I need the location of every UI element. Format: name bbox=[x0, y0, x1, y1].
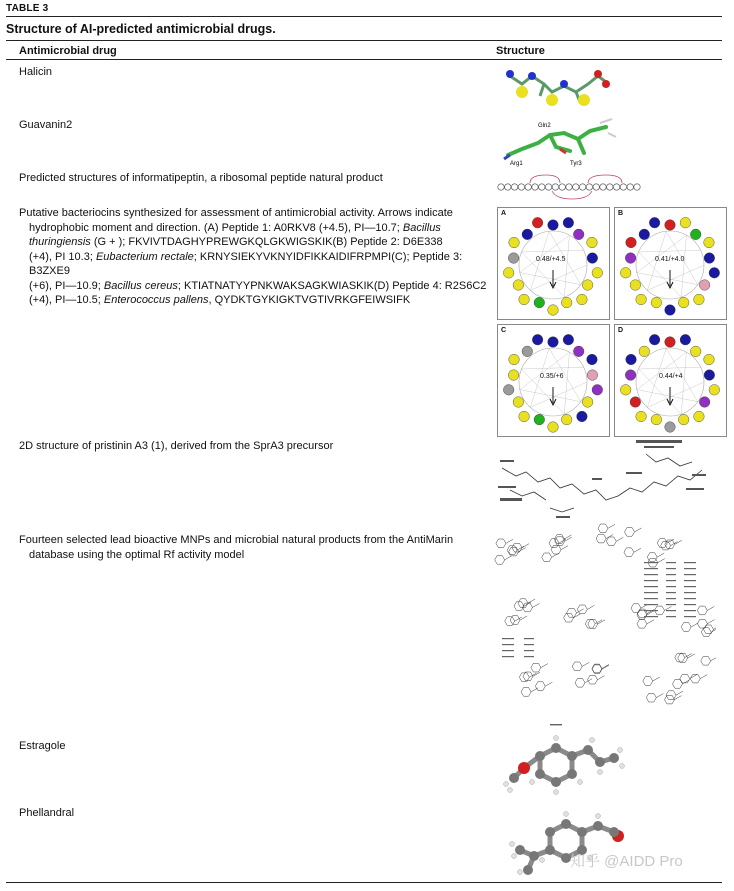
residue-bead bbox=[573, 184, 579, 190]
residue-circle bbox=[625, 370, 636, 381]
residue-circle bbox=[630, 280, 641, 291]
residue-circle bbox=[534, 414, 545, 425]
residue-bead bbox=[607, 184, 613, 190]
bottom-rule bbox=[6, 882, 722, 883]
guavanin-label-gln2: Gln2 bbox=[538, 123, 551, 129]
residue-circle bbox=[625, 253, 636, 264]
residue-bead bbox=[593, 184, 599, 190]
residue-circle bbox=[532, 334, 543, 345]
residue-circle bbox=[678, 297, 689, 308]
antimarin-line-2: database using the optimal Rf activity model bbox=[29, 548, 245, 561]
helical-wheel-panel-a bbox=[497, 207, 610, 320]
pristinin-a3-structure-image bbox=[496, 438, 716, 522]
residue-circle bbox=[709, 268, 720, 279]
drug-name-guavanin2: Guavanin2 bbox=[19, 119, 73, 131]
residue-circle bbox=[548, 220, 559, 231]
hydrophobic-moment-value: 0.41/+4.0 bbox=[655, 256, 685, 263]
residue-circle bbox=[649, 217, 660, 228]
helical-wheel-panel-c bbox=[497, 324, 610, 437]
residue-circle bbox=[508, 253, 519, 264]
residue-bead bbox=[552, 184, 558, 190]
helical-wheel-panel-d bbox=[614, 324, 727, 437]
residue-circle bbox=[587, 253, 598, 264]
residue-bead bbox=[620, 184, 626, 190]
residue-bead bbox=[613, 184, 619, 190]
residue-circle bbox=[704, 370, 715, 381]
residue-circle bbox=[680, 334, 691, 345]
drug-name-phellandral: Phellandral bbox=[19, 807, 75, 819]
residue-circle bbox=[620, 385, 631, 396]
bacteriocins-line-5: (+6), PI—10.9; Bacillus cereus; KTIATNATYYPNKWAKSAGKWIASKIK(D) Peptide 4: R2S6C2 bbox=[29, 279, 487, 292]
residue-bead bbox=[498, 184, 504, 190]
column-header-structure: Structure bbox=[496, 45, 545, 57]
residue-circle bbox=[548, 305, 559, 316]
residue-circle bbox=[592, 268, 603, 279]
residue-circle bbox=[534, 297, 545, 308]
residue-circle bbox=[563, 217, 574, 228]
residue-circle bbox=[508, 370, 519, 381]
residue-circle bbox=[561, 414, 572, 425]
drug-name-informatipeptin: Predicted structures of informatipeptin, a ribosomal peptide natural product bbox=[19, 172, 383, 184]
informatipeptin-structure-image bbox=[496, 172, 644, 202]
residue-circle bbox=[573, 229, 584, 240]
residue-bead bbox=[505, 184, 511, 190]
residue-circle bbox=[522, 229, 533, 240]
residue-bead bbox=[518, 184, 524, 190]
residue-circle bbox=[519, 411, 530, 422]
residue-bead bbox=[600, 184, 606, 190]
panel-letter: C bbox=[501, 327, 507, 334]
residue-circle bbox=[704, 237, 715, 248]
halicin-structure-image bbox=[500, 62, 612, 106]
residue-circle bbox=[620, 268, 631, 279]
residue-circle bbox=[704, 253, 715, 264]
residue-circle bbox=[699, 280, 710, 291]
residue-circle bbox=[582, 397, 593, 408]
drug-description-antimarin bbox=[19, 533, 453, 562]
residue-circle bbox=[587, 237, 598, 248]
drug-description-bacteriocins bbox=[19, 206, 489, 308]
guavanin-label-tyr3: Tyr3 bbox=[570, 161, 582, 167]
residue-circle bbox=[699, 397, 710, 408]
bacteriocins-line-4: (+4), PI 10.3; Eubacterium rectale; KRNYSIEKYVKNYIDFIKKAIDIFRPMPI(C); Peptide 3: B3ZXE9 bbox=[29, 250, 463, 277]
panel-letter: B bbox=[618, 210, 624, 217]
residue-bead bbox=[532, 184, 538, 190]
table-label: TABLE 3 bbox=[6, 3, 49, 14]
residue-circle bbox=[636, 411, 647, 422]
residue-circle bbox=[577, 294, 588, 305]
residue-bead bbox=[634, 184, 640, 190]
table-title: Structure of AI-predicted antimicrobial drugs. bbox=[6, 22, 276, 36]
residue-bead bbox=[627, 184, 633, 190]
hydrophobic-moment-value: 0.35/+6 bbox=[540, 373, 564, 380]
residue-circle bbox=[548, 422, 559, 433]
guavanin2-structure-image bbox=[500, 113, 620, 171]
guavanin-label-arg1: Arg1 bbox=[510, 161, 523, 167]
estragole-structure-image bbox=[500, 734, 630, 804]
residue-circle bbox=[651, 297, 662, 308]
residue-circle bbox=[592, 385, 603, 396]
residue-bead bbox=[566, 184, 572, 190]
residue-circle bbox=[509, 237, 520, 248]
residue-bead bbox=[539, 184, 545, 190]
residue-circle bbox=[532, 217, 543, 228]
residue-circle bbox=[503, 268, 514, 279]
residue-circle bbox=[636, 294, 647, 305]
residue-circle bbox=[563, 334, 574, 345]
header-rule-top bbox=[6, 40, 722, 41]
residue-bead bbox=[579, 184, 585, 190]
hydrophobic-moment-value: 0.48/+4.5 bbox=[536, 256, 566, 263]
residue-circle bbox=[630, 397, 641, 408]
residue-circle bbox=[665, 337, 676, 348]
residue-circle bbox=[709, 385, 720, 396]
drug-name-halicin: Halicin bbox=[19, 66, 53, 78]
residue-circle bbox=[548, 337, 559, 348]
header-rule-bottom bbox=[6, 59, 722, 60]
residue-circle bbox=[678, 414, 689, 425]
column-header-drug: Antimicrobial drug bbox=[19, 45, 117, 57]
residue-circle bbox=[573, 346, 584, 357]
helical-wheel-panel-b bbox=[614, 207, 727, 320]
bacteriocins-line-2: hydrophobic moment and direction. (A) Peptide 1: A0RKV8 (+4.5), PI—10.7; Bacillus bbox=[29, 221, 441, 234]
residue-circle bbox=[694, 294, 705, 305]
residue-circle bbox=[665, 422, 676, 433]
drug-name-estragole: Estragole bbox=[19, 740, 66, 752]
residue-circle bbox=[665, 220, 676, 231]
residue-circle bbox=[519, 294, 530, 305]
residue-circle bbox=[680, 217, 691, 228]
residue-bead bbox=[511, 184, 517, 190]
residue-bead bbox=[559, 184, 565, 190]
residue-circle bbox=[513, 397, 524, 408]
residue-bead bbox=[586, 184, 592, 190]
residue-bead bbox=[545, 184, 551, 190]
bacteriocins-line-6: (+4), PI—10.5; Enterococcus pallens, QYDKTGYKIGKTVGTIVRKGFEIWSIFK bbox=[29, 294, 411, 306]
mnp-structures-image bbox=[494, 520, 716, 730]
residue-circle bbox=[651, 414, 662, 425]
residue-circle bbox=[639, 229, 650, 240]
residue-circle bbox=[626, 237, 637, 248]
residue-circle bbox=[577, 411, 588, 422]
panel-letter: D bbox=[618, 327, 624, 334]
residue-circle bbox=[704, 354, 715, 365]
residue-circle bbox=[582, 280, 593, 291]
drug-name-pristinin-a3: 2D structure of pristinin A3 (1), derived from the SprA3 precursor bbox=[19, 440, 334, 452]
residue-circle bbox=[649, 334, 660, 345]
bacteriocins-line-3: thuringiensis (G + ); FKVIVTDAGHYPREWGKQLGKWIGSKIK(B) Peptide 2: D6E338 bbox=[29, 236, 443, 248]
residue-circle bbox=[626, 354, 637, 365]
hydrophobic-moment-value: 0.44/+4 bbox=[659, 373, 683, 380]
residue-circle bbox=[503, 385, 514, 396]
residue-circle bbox=[561, 297, 572, 308]
residue-circle bbox=[639, 346, 650, 357]
residue-circle bbox=[694, 411, 705, 422]
residue-bead bbox=[525, 184, 531, 190]
watermark-text: 知乎 @AIDD Pro bbox=[570, 853, 683, 870]
top-rule bbox=[6, 16, 722, 17]
residue-circle bbox=[690, 229, 701, 240]
residue-circle bbox=[522, 346, 533, 357]
panel-letter: A bbox=[501, 210, 507, 217]
residue-circle bbox=[587, 354, 598, 365]
residue-circle bbox=[513, 280, 524, 291]
bacteriocins-line-1: Putative bacteriocins synthesized for assessment of antimicrobial activity. Arrows indicate bbox=[19, 207, 453, 219]
antimarin-line-1: Fourteen selected lead bioactive MNPs and microbial natural products from the AntiMarin bbox=[19, 534, 454, 546]
residue-circle bbox=[665, 305, 676, 316]
residue-circle bbox=[690, 346, 701, 357]
residue-circle bbox=[509, 354, 520, 365]
residue-circle bbox=[587, 370, 598, 381]
